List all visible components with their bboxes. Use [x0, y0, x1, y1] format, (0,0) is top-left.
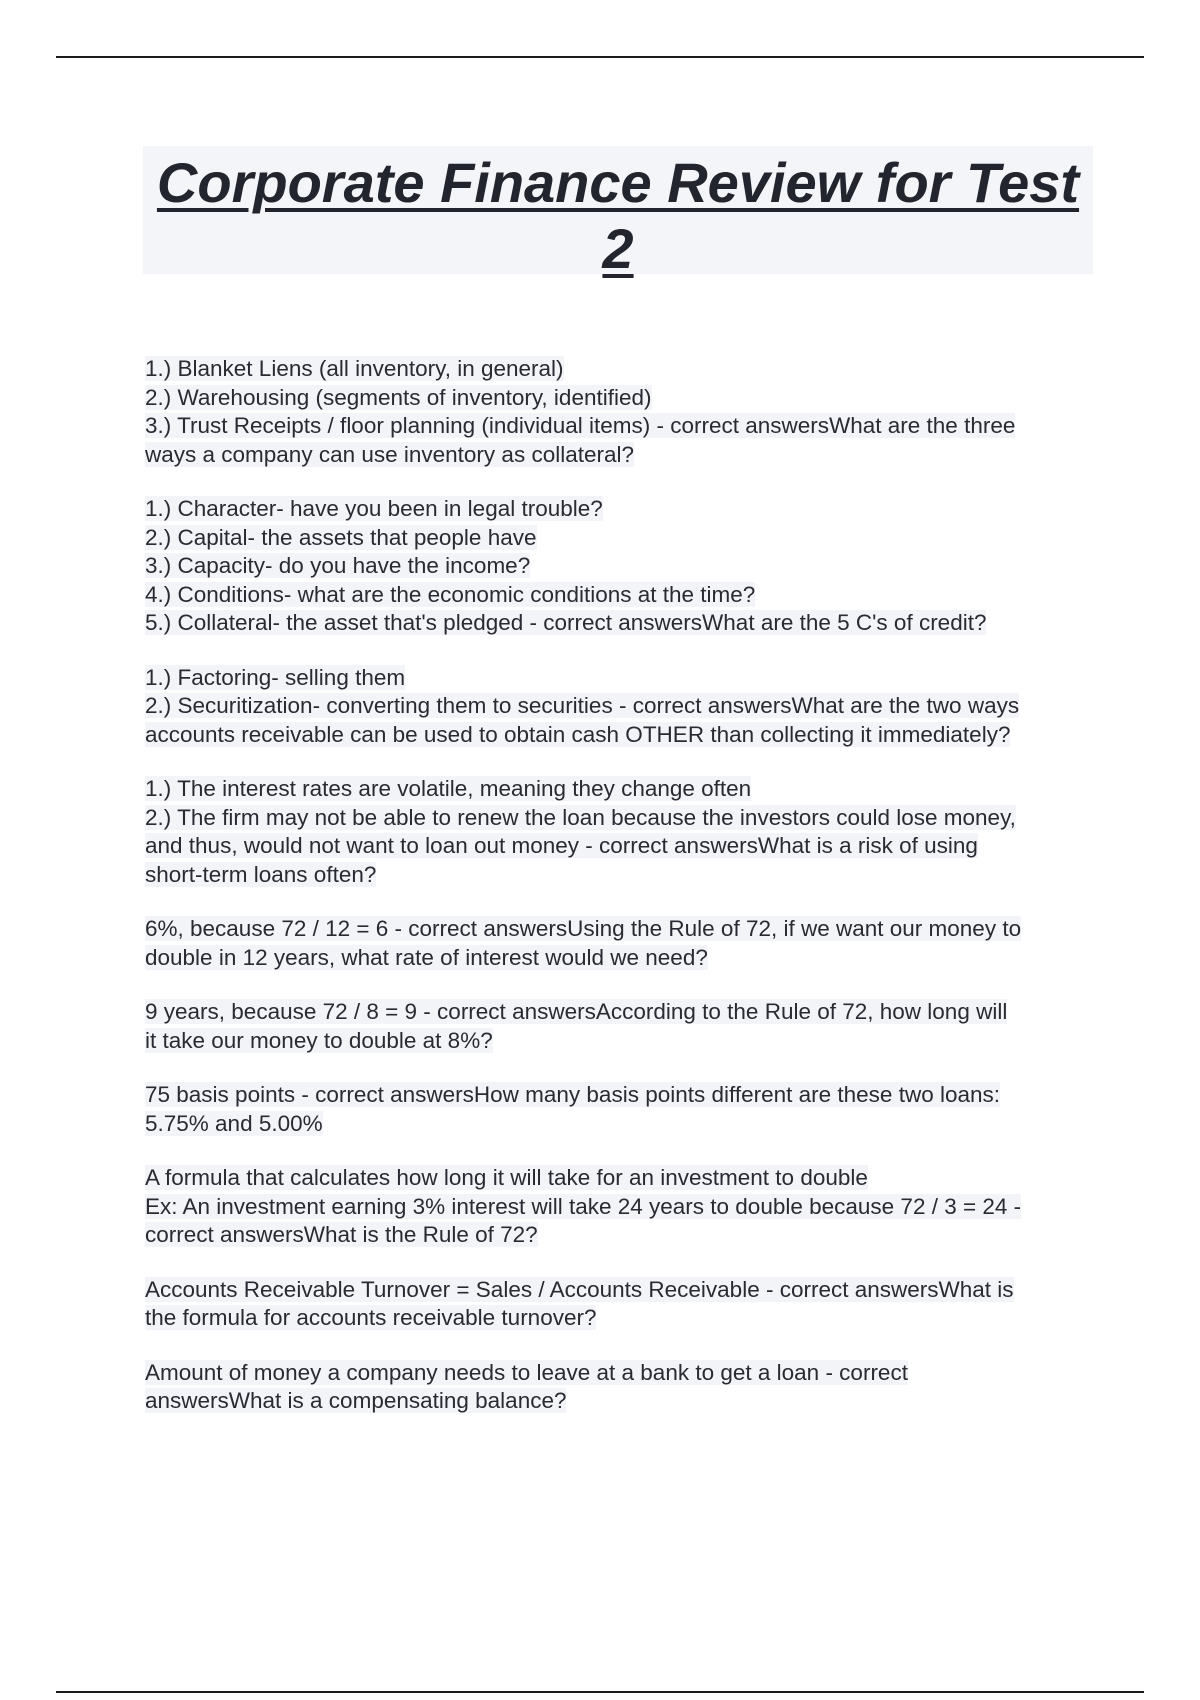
qa-line — [145, 1304, 1095, 1333]
title-band — [143, 146, 1093, 280]
qa-line-text: Accounts Receivable Turnover = Sales / Accounts Receivable - correct answersWhat is — [145, 1276, 1014, 1302]
qa-entry — [145, 998, 1095, 1055]
qa-entry — [145, 1276, 1095, 1333]
qa-line — [145, 495, 1095, 524]
qa-line-text: and thus, would not want to loan out money - correct answersWhat is a risk of using — [145, 833, 978, 858]
qa-entry — [145, 915, 1095, 972]
qa-line-text: double in 12 years, what rate of interest would we need? — [145, 944, 708, 970]
qa-line — [145, 1081, 1095, 1110]
qa-line-text: 75 basis points - correct answersHow many basis points different are these two loans: — [145, 1082, 1000, 1107]
qa-line — [145, 1193, 1095, 1222]
qa-line — [145, 1359, 1095, 1388]
qa-line — [145, 721, 1095, 750]
qa-line-text: 1.) Character- have you been in legal trouble? — [145, 496, 603, 521]
qa-line — [145, 804, 1095, 833]
top-rule — [56, 56, 1144, 58]
bottom-rule — [56, 1691, 1144, 1693]
qa-line-text: 6%, because 72 / 12 = 6 - correct answersUsing the Rule of 72, if we want our money to — [145, 916, 1022, 941]
qa-line — [145, 581, 1095, 610]
qa-line — [145, 552, 1095, 581]
qa-line-text: 3.) Trust Receipts / floor planning (individual items) - correct answersWhat are the three — [145, 413, 1016, 438]
qa-line — [145, 1387, 1095, 1416]
qa-line — [145, 998, 1095, 1027]
qa-line-text: 5.) Collateral- the asset that's pledged - correct answersWhat are the 5 C's of credit? — [145, 610, 987, 635]
qa-line-text: correct answersWhat is the Rule of 72? — [145, 1222, 538, 1247]
qa-line — [145, 441, 1095, 470]
qa-line-text: short-term loans often? — [145, 861, 377, 887]
qa-line — [145, 775, 1095, 804]
qa-line-text: 2.) Securitization- converting them to securities - correct answersWhat are the two ways — [145, 693, 1020, 718]
qa-line — [145, 861, 1095, 890]
qa-line-text: 1.) The interest rates are volatile, meaning they change often — [145, 776, 752, 801]
qa-entry — [145, 355, 1095, 469]
qa-line-text: 5.75% and 5.00% — [145, 1110, 323, 1136]
qa-line-text: 2.) The firm may not be able to renew the loan because the investors could lose money, — [145, 804, 1016, 830]
qa-line-text: answersWhat is a compensating balance? — [145, 1388, 567, 1413]
qa-line — [145, 1276, 1095, 1305]
qa-line — [145, 1110, 1095, 1139]
qa-line — [145, 609, 1095, 638]
qa-line — [145, 915, 1095, 944]
qa-line-text: 1.) Factoring- selling them — [145, 664, 406, 690]
qa-line — [145, 664, 1095, 693]
qa-line-text: it take our money to double at 8%? — [145, 1027, 493, 1053]
qa-line — [145, 944, 1095, 973]
qa-list — [145, 355, 1095, 1442]
qa-entry — [145, 775, 1095, 889]
qa-line-text: accounts receivable can be used to obtain cash OTHER than collecting it immediately? — [145, 721, 1011, 747]
qa-line-text: 4.) Conditions- what are the economic conditions at the time? — [145, 581, 756, 607]
qa-line — [145, 692, 1095, 721]
qa-entry — [145, 1359, 1095, 1416]
qa-line-text: 2.) Capital- the assets that people have — [145, 524, 537, 550]
qa-line-text: Ex: An investment earning 3% interest will take 24 years to double because 72 / 3 = 24 - — [145, 1193, 1022, 1219]
qa-line-text: 1.) Blanket Liens (all inventory, in general) — [145, 356, 564, 381]
qa-line — [145, 355, 1095, 384]
qa-line-text: 9 years, because 72 / 8 = 9 - correct answersAccording to the Rule of 72, how long will — [145, 999, 1008, 1024]
qa-line-text: ways a company can use inventory as collateral? — [145, 441, 635, 467]
qa-line-text: the formula for accounts receivable turnover? — [145, 1305, 597, 1330]
qa-line-text: A formula that calculates how long it will take for an investment to double — [145, 1165, 868, 1190]
qa-entry — [145, 664, 1095, 750]
qa-line — [145, 832, 1095, 861]
qa-line-text: Amount of money a company needs to leave at a bank to get a loan - correct — [145, 1359, 908, 1385]
qa-entry — [145, 495, 1095, 638]
qa-line — [145, 1027, 1095, 1056]
qa-line — [145, 384, 1095, 413]
qa-entry — [145, 1164, 1095, 1250]
qa-line — [145, 524, 1095, 553]
qa-line — [145, 1221, 1095, 1250]
document-title: Corporate Finance Review for Test 2 — [156, 151, 1080, 280]
qa-line — [145, 1164, 1095, 1193]
qa-line — [145, 412, 1095, 441]
qa-line-text: 3.) Capacity- do you have the income? — [145, 553, 531, 578]
qa-entry — [145, 1081, 1095, 1138]
qa-line-text: 2.) Warehousing (segments of inventory, identified) — [145, 384, 652, 410]
